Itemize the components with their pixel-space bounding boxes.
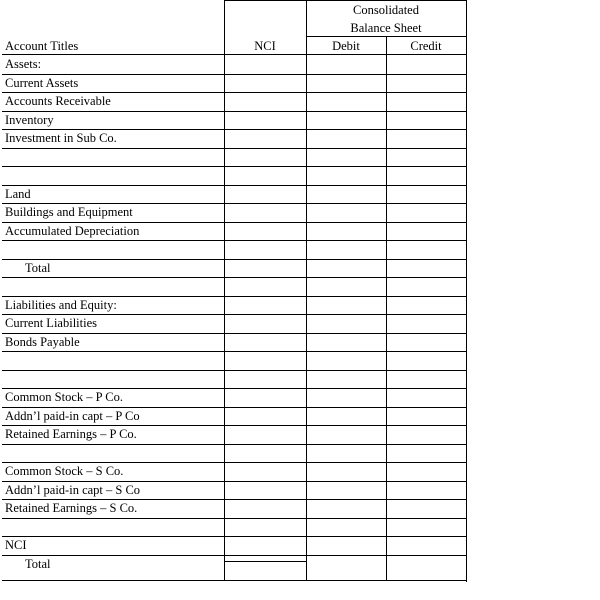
credit-cell <box>386 499 466 518</box>
nci-cell <box>224 407 306 426</box>
credit-cell <box>386 536 466 555</box>
credit-cell <box>386 425 466 444</box>
nci-cell <box>224 388 306 407</box>
nci-cell <box>224 277 306 296</box>
account-titles-header: Account Titles <box>5 39 79 53</box>
nci-cell <box>224 444 306 463</box>
debit-cell <box>306 129 386 148</box>
account-title-label: Addn’l paid-in capt – S Co <box>5 482 141 497</box>
credit-cell <box>386 148 466 167</box>
credit-cell <box>386 314 466 333</box>
nci-cell <box>224 462 306 481</box>
account-title-label: Liabilities and Equity: <box>5 297 117 312</box>
nci-cell <box>224 425 306 444</box>
credit-cell <box>386 259 466 278</box>
credit-cell <box>386 92 466 111</box>
nci-cell <box>224 185 306 204</box>
credit-cell <box>386 370 466 389</box>
account-title-label: Total <box>25 556 51 571</box>
credit-cell <box>386 240 466 259</box>
account-title-label: Buildings and Equipment <box>5 205 133 219</box>
nci-cell <box>224 129 306 148</box>
debit-cell <box>306 148 386 167</box>
debit-cell <box>306 222 386 241</box>
account-title-label: Current Liabilities <box>5 316 97 330</box>
debit-cell <box>306 111 386 130</box>
nci-cell <box>224 296 306 315</box>
debit-cell <box>306 296 386 315</box>
credit-cell <box>386 55 466 74</box>
debit-cell <box>306 314 386 333</box>
nci-cell <box>224 351 306 370</box>
account-title-label: Land <box>5 186 31 201</box>
credit-cell <box>386 203 466 222</box>
account-title-label: Retained Earnings – P Co. <box>5 427 137 441</box>
nci-cell <box>224 240 306 259</box>
credit-cell <box>386 481 466 500</box>
account-title-label: Addn’l paid-in capt – P Co <box>5 408 140 423</box>
account-title-label: Inventory <box>5 112 54 127</box>
credit-cell <box>386 111 466 130</box>
debit-cell <box>306 481 386 500</box>
credit-column-header: Credit <box>410 39 442 53</box>
debit-cell <box>306 240 386 259</box>
nci-cell <box>224 555 306 574</box>
credit-cell <box>386 444 466 463</box>
debit-cell <box>306 55 386 74</box>
credit-cell <box>386 185 466 204</box>
account-title-label: Accounts Receivable <box>5 94 111 108</box>
credit-cell <box>386 166 466 185</box>
account-title-label: Total <box>25 260 51 275</box>
debit-cell <box>306 407 386 426</box>
debit-cell <box>306 166 386 185</box>
debit-cell <box>306 462 386 481</box>
account-title-label: Accumulated Depreciation <box>5 223 140 238</box>
debit-cell <box>306 259 386 278</box>
account-title-label: Common Stock – S Co. <box>5 464 124 478</box>
nci-cell <box>224 148 306 167</box>
debit-cell <box>306 333 386 352</box>
consolidated-header: Consolidated <box>353 3 419 17</box>
nci-cell <box>224 222 306 241</box>
top-border <box>224 0 466 1</box>
nci-cell <box>224 333 306 352</box>
account-title-label: Investment in Sub Co. <box>5 131 117 145</box>
debit-cell <box>306 388 386 407</box>
total-double-underline <box>224 561 306 562</box>
account-title-label: Retained Earnings – S Co. <box>5 501 138 515</box>
nci-column-header: NCI <box>254 39 276 53</box>
nci-cell <box>224 74 306 93</box>
nci-cell <box>224 203 306 222</box>
nci-cell <box>224 55 306 74</box>
nci-cell <box>224 370 306 389</box>
account-title-label: Bonds Payable <box>5 334 80 349</box>
sheet-bottom-border <box>2 580 466 581</box>
nci-cell <box>224 536 306 555</box>
credit-cell <box>386 222 466 241</box>
credit-cell <box>386 462 466 481</box>
credit-cell <box>386 129 466 148</box>
account-title-label: NCI <box>5 538 27 552</box>
credit-cell <box>386 296 466 315</box>
debit-cell <box>306 351 386 370</box>
debit-cell <box>306 370 386 389</box>
nci-cell <box>224 111 306 130</box>
credit-cell <box>386 407 466 426</box>
credit-cell <box>386 351 466 370</box>
nci-cell <box>224 314 306 333</box>
credit-cell <box>386 518 466 537</box>
debit-cell <box>306 499 386 518</box>
credit-cell <box>386 277 466 296</box>
account-title-label: Assets: <box>5 57 42 71</box>
debit-cell <box>306 425 386 444</box>
debit-cell <box>306 555 386 574</box>
nci-cell <box>224 166 306 185</box>
account-title-label: Current Assets <box>5 75 79 90</box>
col-divider-right <box>466 0 467 582</box>
debit-cell <box>306 277 386 296</box>
debit-cell <box>306 444 386 463</box>
debit-cell <box>306 74 386 93</box>
nci-cell <box>224 499 306 518</box>
credit-cell <box>386 388 466 407</box>
account-title-label: Common Stock – P Co. <box>5 390 123 404</box>
credit-cell <box>386 74 466 93</box>
debit-column-header: Debit <box>332 39 360 53</box>
debit-cell <box>306 185 386 204</box>
credit-cell <box>386 333 466 352</box>
nci-cell <box>224 518 306 537</box>
balance-sheet-header: Balance Sheet <box>350 21 422 35</box>
debit-cell <box>306 518 386 537</box>
nci-cell <box>224 92 306 111</box>
worksheet-table <box>2 0 465 582</box>
debit-cell <box>306 92 386 111</box>
debit-cell <box>306 536 386 555</box>
debit-cell <box>306 203 386 222</box>
nci-cell <box>224 481 306 500</box>
nci-cell <box>224 259 306 278</box>
credit-cell <box>386 555 466 574</box>
